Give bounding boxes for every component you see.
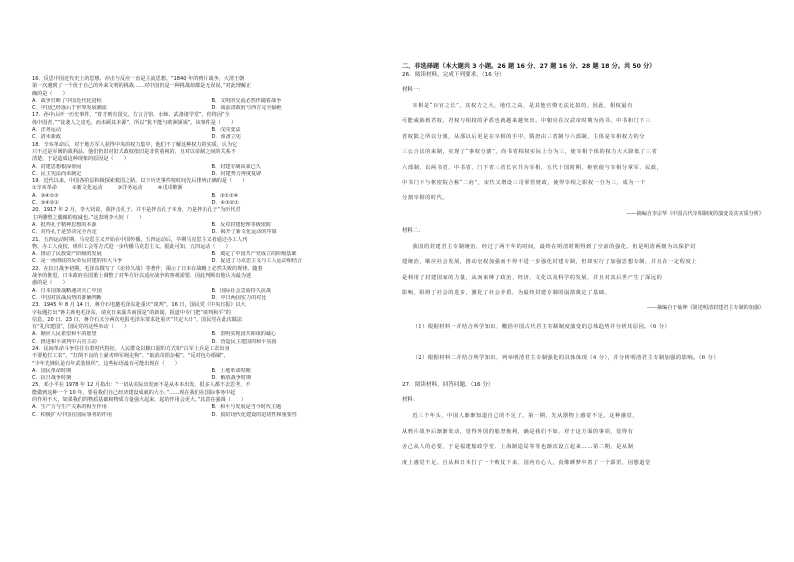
answer-options	[32, 222, 387, 237]
question-stem-line: 战争的推进，日本政府在国策上调整了对华方针以适应战争的客观需要，因此判断出他认为最为迷	[32, 273, 252, 280]
answer-option: B．封建专制由来已久	[211, 163, 261, 170]
answer-option: A．推动了民族资产阶级的发展	[32, 251, 102, 258]
essay-column	[402, 62, 764, 471]
material-2-label: 材料二：	[402, 227, 424, 234]
material-3-text	[402, 409, 764, 471]
answer-option: D．中日两国实力的对比	[211, 294, 267, 301]
multiple-choice-column	[32, 76, 387, 419]
question-stem-line: 只不过是军阀的战利品，他们仍旧对旧式政权依旧是非常重视的，且对以帝制之间的关系不	[32, 148, 236, 155]
material-1-label: 材料一：	[402, 87, 424, 93]
material-line: 舍己从人的必要，于是福建船政学堂、上海制造局等等也渐次设立起来……第二期，是从制	[402, 444, 634, 451]
answer-option: B．表明实现国共和谈的诚心	[211, 331, 277, 338]
material-1-source: ——摘编自李宗华《中国古代宰相制度的演变及其实质分析》	[626, 210, 764, 217]
answer-option: B．奠定了中国共产党成立的阶级基础	[211, 251, 297, 258]
question-stem-line: 的作用不大，如果我们的物质基础和物质力量强大起来，起的作用会更大。”其意在强调（ ）	[32, 397, 247, 404]
answer-option: B．③①②④	[211, 192, 239, 199]
answer-option: A．日本国策战略速决灭亡中国	[32, 287, 102, 294]
question-stem-line: 21．五四运动时期，马克思主义开始在中国传播。五四运动后，早期马克思主义者通过办工人刊	[32, 236, 248, 243]
material-1-text	[402, 99, 764, 207]
material-line: 影响，阻碍了社会的进步，激化了社会矛盾，为最终封建专制的崩溃奠定了基础。	[402, 290, 611, 297]
question-stem-line: 体中国者，”“徒袭人之皮毛，而未顾其本源”，所以“犹不能与欧洲颉颃”。该事件是（ ）	[32, 119, 237, 126]
question-block	[32, 302, 387, 346]
answer-option: C．民主宪法尚未制定	[32, 170, 82, 177]
question-stem-line: 主所雕塑之偶像的权威也。”这表明李大钊（ ）	[32, 214, 145, 221]
answer-options	[32, 127, 387, 142]
question-stem-line: 25．邓小平在 1978 年 12 月指出：“一切从实际出发而不是从本本出发，很多人都不去思考，不	[32, 382, 251, 389]
answer-option: C．推进和平谈判中占有主动	[32, 338, 97, 345]
answer-option: C．清末新政	[32, 134, 62, 141]
question-block	[32, 142, 387, 178]
question-stem-line: 19．近代以来，中国各阶层积极探索救国之路。以下历史事件按时间先后排列正确的是（ ）	[32, 178, 248, 185]
answer-option: D．战前清政府与西方完全隔绝	[211, 105, 282, 112]
question-stem-line: 确的是（ ）	[32, 90, 68, 97]
material-line: 三公合议的来制，实现了“事权分割”，尚书省相权实际上分为三，使宰相个体的权力大大降低了三省	[402, 149, 658, 156]
question-block	[32, 382, 387, 418]
question-block	[32, 76, 387, 112]
question-stem-line: 不要枪打工农”、“打倒不良的土豪劣绅军阀走狗”、“取消苛捐杂税”、“反对包办婚姻”、	[32, 353, 229, 360]
answer-option: D．促进了马克思主义与工人运动相结合	[211, 258, 303, 265]
question-stem-line: 18．辛亥革命后，对于地方军人获得中央的权力集中，他们不了解这种权力的实质，认为它	[32, 141, 238, 148]
answer-option: B．和平与发展是当今时代主题	[211, 404, 282, 411]
answer-option: D．封建势力再度复辟	[211, 170, 262, 177]
material-3-label: 材料：	[402, 397, 419, 404]
material-line: 分割宰相的时代。	[402, 195, 449, 202]
question-stem-line: 17．孙中山评一历史事件，“育才则有国交、方言合馆、水师、武备诸学堂”，但终因“全	[32, 112, 230, 119]
question-stem-line: 20．1917 年 2 月，李大钊说，我抨击孔子，并不是抨击孔子本身，乃是抨击孔子“为历代君	[32, 207, 241, 214]
answer-options	[32, 331, 387, 346]
answer-option: D．解放战争时期	[211, 375, 252, 382]
answer-option: C．抗日战争时期	[32, 375, 72, 382]
answer-option: A．国民革命时期	[32, 367, 72, 374]
material-line: 是利用了封建国家的力量，从而束缚了政治、经济、文化以及科学的发展，并且对其后世产生了深远的	[402, 274, 663, 281]
question-stem-line: ①辛亥革命 ②新文化运动 ③洋务运动 ④戊戌维新	[32, 185, 183, 192]
answer-options	[32, 288, 387, 303]
sub-question-2: （2）根据材料二并结合所学知识，列举明清君主专制强化的具体体现（4 分），并分析明清君主专制加强的影响。（6 分）	[412, 355, 720, 362]
question-block	[32, 237, 387, 266]
question-stem-line: 23．1945 年 8 月 14 日，蒋介石电邀毛泽东赴重庆“谈判”，16 日，国民党《中央日报》以大	[32, 302, 246, 309]
section-title: 二、非选择题（本大题共 3 小题。26 题 16 分、27 题 16 分、28 题 18 分。共 50 分）	[402, 63, 656, 70]
material-line: 从鸦片战争后渐渐发动，觉得外国的船坚炮利，确是我们不如，对于这方面的事项，觉得有	[402, 428, 634, 435]
answer-option: C．对待孔子是坚决完全否定	[32, 229, 97, 236]
answer-option: C．③④②①	[32, 200, 59, 207]
question-stem-line: 字标题打出“蒋主席电毛泽东，请克日来渝共商国是”的新闻，报道中专门把“谈判和平”的	[32, 309, 232, 316]
answer-option: B．戊戌变法	[211, 127, 241, 134]
answer-option: A．洋务运动	[32, 127, 61, 134]
material-line: 省权限之所以分离，从那以后更是在宰相的手中。隋唐由三省制与六部制，主体是宰相权力的分	[402, 133, 646, 140]
question-stem-line: 第一次遇到了一个优于自己的外来文明的挑战……对中国仍是一种挑战却都是无误误。”对此理解正	[32, 83, 252, 90]
question-stem-line: 22．在抗日战争初期，毛泽东撰写了《论持久战》等著作，揭示了日本在战略上必然失败的规律。随着	[32, 265, 263, 272]
material-line: 近三个年头，中国人渐渐知道自己的不足了。第一期，先从器物上感觉不足。这种感觉，	[412, 413, 639, 420]
answer-option: C．中国对抗战局势的准确判断	[32, 294, 102, 301]
question-stem-line: 能做到这种一个 10 年，要看我们自己经济建设成就的大小。”……现在我们在国际事务中起	[32, 389, 236, 396]
question-stem-line: “少年先锋队是有年武装组织”。这些标语最有可能出现在（ ）	[32, 360, 180, 367]
answer-option: D．预备立宪	[211, 134, 241, 141]
answer-options	[32, 404, 387, 419]
answer-option: A．③④①②	[32, 192, 59, 199]
question-stem-line: 信息，20 日、23 日，蒋介石又分两次电报毛泽东要求赴重庆“共定大计”。国民党在此次做法	[32, 316, 242, 323]
material-line: 我国的封建君主专制统治，经过了两千年的时间，最终在明清时期得到了空前的强化。但是明清两朝为以保护封	[412, 243, 696, 250]
question-stem-line: 物、办工人夜校、组织工会等方式进一步传播马克思主义。据此可知，五四运动（ ）	[32, 243, 231, 250]
answer-option: D．营造民主建国的和平氛围	[211, 338, 277, 345]
answer-option: B．文明的交流必然伴随着战争	[211, 97, 282, 104]
answer-option: D．揭开了新文化运动的序幕	[211, 229, 277, 236]
answer-option: B．国际社会急需持久抗战	[211, 287, 272, 294]
material-2-source: ——摘编自于灿坤《简述明清封建君主专制的加强》	[646, 305, 764, 312]
material-line: 可能威胁到君权，君权与相权的矛盾也就越来越突出。中朝官在汉武帝时期为尚书、中书和门下三	[402, 118, 651, 125]
question-block	[32, 207, 387, 236]
question-27-heading: 27．阅读材料，回答问题。（16 分）	[402, 382, 494, 389]
material-line: 建统治，顺应社会发展，推动皇权加强而不得不进一步强化封建专制，但却实行了加强思想专制，并且在一定程度上	[402, 259, 698, 266]
question-block	[32, 178, 387, 207]
answer-options	[32, 251, 387, 266]
material-line: 度上感觉不足。自从和日本打了一个败仗下来，国内有心人，真像睡梦中着了一个霹雳，因想道堂	[402, 459, 651, 466]
answer-options	[32, 368, 387, 383]
answer-option: D．搞好现代化建设的迫切性和重要性	[211, 411, 297, 418]
material-line: 宰相是“百官之长”，其权力之大，地位之高，是其他官僚无法比拟的。因此，相权最有	[412, 103, 634, 109]
answer-option: D．④③②①	[211, 200, 239, 207]
question-block	[32, 266, 387, 302]
answer-option: A．战争打断了中国近代化进程	[32, 97, 102, 104]
material-line: 中书门下与枢密院合称“二府”，宋代又增设三司掌管财政，使得宰相之职权一分为三，成为一个	[402, 180, 646, 187]
question-stem-line: 清楚，于是造成这种现象的原因是（ ）	[32, 156, 129, 163]
answer-option: A．生产力与生产关系的相互作用	[32, 404, 107, 411]
answer-option: A．顺应人民希望和平的愿望	[32, 331, 97, 338]
question-stem-line: 惑的是（ ）	[32, 280, 68, 287]
question-stem-line: 有“礼仪建国”，国民党的这些举动（ ）	[32, 324, 129, 331]
material-line: 六部制，以两书省、中书省、门下省三省长官共为宰相。五代十国时期，枢密使与宰相分掌军、民政，	[402, 164, 663, 171]
question-block	[32, 112, 387, 141]
question-stem-line: 16．反思中国近代史上的思想、冲击与反应一直是主流思想。“1840 年的鸦片战争，大清王朝	[32, 76, 245, 82]
question-26-heading: 26．阅读材料，完成下列要求。（16 分）	[402, 72, 505, 78]
answer-option: C．是一场彻底的反帝反封建的伟大斗争	[32, 258, 123, 265]
answer-options	[32, 98, 387, 113]
answer-option: C．积极扩大中国在国际事务的作用	[32, 411, 112, 418]
answer-option: B．反对封建伦理等级依附	[211, 221, 272, 228]
answer-option: A．封建思想根深蒂固	[32, 163, 82, 170]
answer-options	[32, 193, 387, 208]
answer-option: B．土地革命时期	[211, 367, 251, 374]
sub-question-1: （1）根据材料一并结合所学知识，概括中国古代君主专制制度演变的总体趋势并分析其原因。（6 分）	[412, 324, 671, 331]
question-block	[32, 346, 387, 382]
answer-option: A．批判孔子精神思想的本源	[32, 221, 97, 228]
question-stem-line: 24．民间革命斗争往往有着时代特征，人民群众以顺口溜的方式如“白军士兵是工农出身	[32, 345, 230, 352]
material-2-text	[402, 240, 764, 302]
answer-options	[32, 164, 387, 179]
answer-option: C．中国已经落后于世界发展潮流	[32, 105, 107, 112]
